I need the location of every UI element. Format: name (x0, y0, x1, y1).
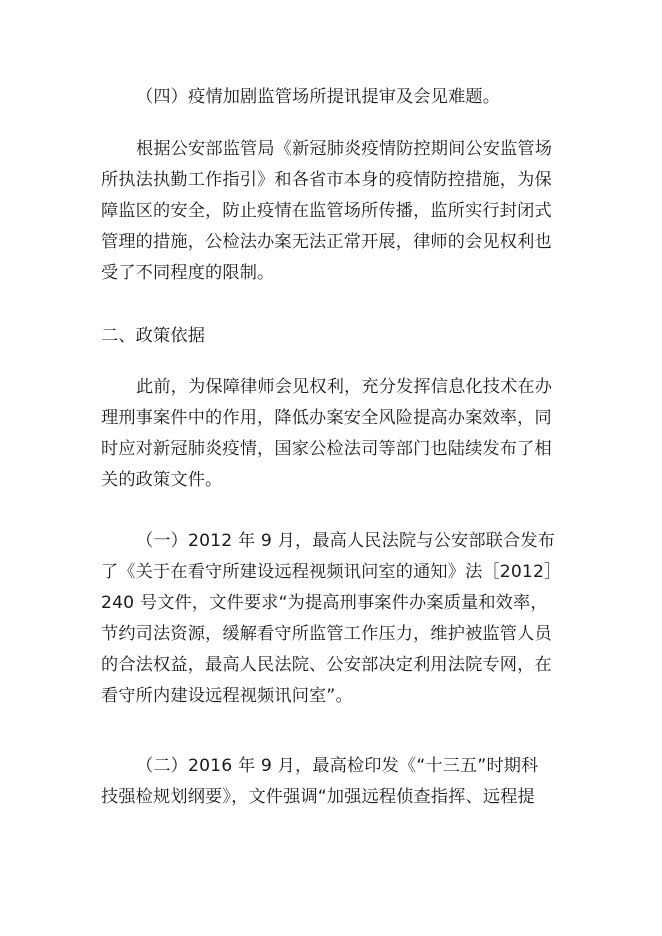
paragraph-2012-notice (101, 526, 561, 712)
text-line: 理刑事案件中的作用，降低办案安全风险提高办案效率，同 (101, 408, 552, 428)
text-line: （四）疫情加剧监管场所提讯提审及会见难题。 (136, 87, 501, 107)
text-line: （二）2016 年 9 月，最高检印发《“十三五”时期科 (136, 756, 539, 776)
text-line: 技强检规划纲要》，文件强调“加强远程侦查指挥、远程提 (101, 787, 535, 807)
text-line: 了《关于在看守所建设远程视频讯问室的通知》法［2012］ (101, 562, 562, 582)
text-line: 所执法执勤工作指引》和各省市本身的疫情防控措施，为保 (101, 170, 552, 190)
paragraph-epidemic-measures (101, 134, 561, 289)
text-line: 根据公安部监管局《新冠肺炎疫情防控期间公安监管场 (136, 139, 553, 159)
text-line: 二、政策依据 (101, 326, 206, 346)
paragraph-2016-plan (101, 751, 561, 813)
text-line: 的合法权益，最高人民法院、公安部决定利用法院专网，在 (101, 655, 552, 675)
text-line: 240 号文件，文件要求“为提高刑事案件办案质量和效率， (101, 593, 548, 613)
text-line: （一）2012 年 9 月，最高人民法院与公安部联合发布 (136, 531, 556, 551)
text-line: 时应对新冠肺炎疫情，国家公检法司等部门也陆续发布了相 (101, 439, 552, 459)
text-line: 看守所内建设远程视频讯问室”。 (101, 686, 353, 706)
text-line: 节约司法资源，缓解看守所监管工作压力，维护被监管人员 (101, 624, 552, 644)
paragraph-policy-intro (101, 372, 561, 496)
section-heading-policy-basis (101, 321, 561, 352)
subheading-epidemic-difficulty (101, 82, 561, 113)
text-line: 受了不同程度的限制。 (101, 263, 275, 283)
text-line: 关的政策文件。 (101, 470, 223, 490)
text-line: 管理的措施，公检法办案无法正常开展，律师的会见权利也 (101, 232, 552, 252)
text-line: 此前，为保障律师会见权利，充分发挥信息化技术在办 (136, 377, 553, 397)
text-line: 障监区的安全，防止疫情在监管场所传播，监所实行封闭式 (101, 201, 552, 221)
